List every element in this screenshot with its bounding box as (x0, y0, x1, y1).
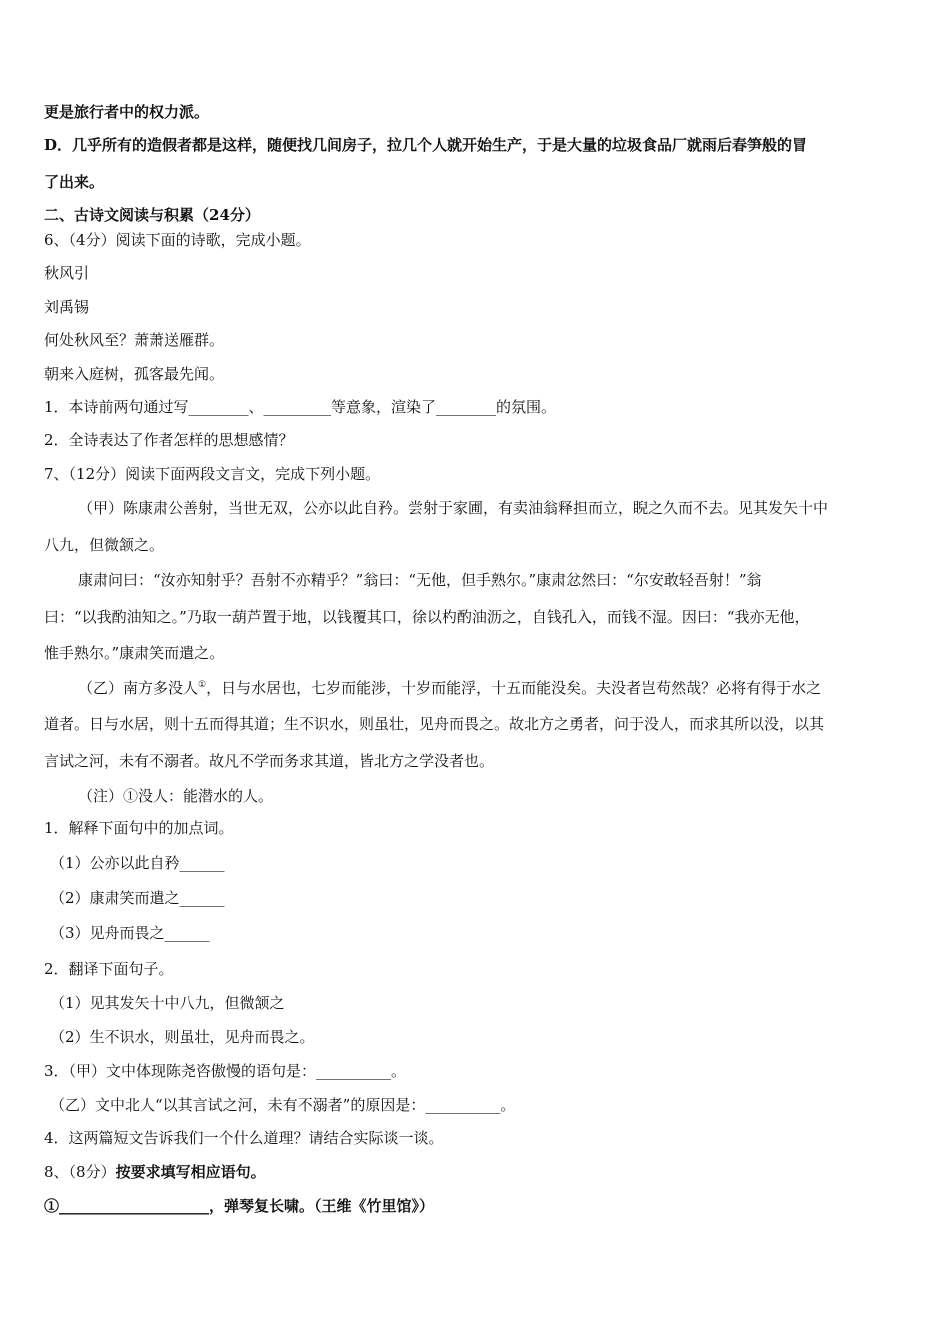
q7-sub2-item1: （1）见其发矢十中八九，但微颔之 (50, 994, 285, 1012)
q6-stem: 6、（4分）阅读下面的诗歌，完成小题。 (44, 231, 311, 249)
q6-sub2: 2．全诗表达了作者怎样的思想感情？ (44, 431, 294, 449)
poem-line-1: 何处秋风至？萧萧送雁群。 (44, 331, 225, 349)
q8-score: 8、（8分） (44, 1163, 116, 1181)
q7-sub1-item3: （3）见舟而畏之______ (50, 924, 210, 942)
passage-jia-line2: 八九，但微颔之。 (44, 536, 165, 554)
q7-sub3-part-b: （乙）文中北人“以其言试之河，未有不溺者”的原因是：__________。 (50, 1096, 516, 1114)
prev-option-tail: 更是旅行者中的权力派。 (44, 103, 210, 121)
passage-jia-line4: 曰：“以我酌油知之。”乃取一葫芦置于地，以钱覆其口，徐以杓酌油沥之，自钱孔入，而钱不湿。因曰：“我亦无他， (44, 608, 810, 626)
poem-author: 刘禹锡 (44, 298, 90, 316)
q7-sub3: 3．（甲）文中体现陈尧咨傲慢的语句是：__________。 (44, 1062, 407, 1080)
q7-sub1: 1．解释下面句中的加点词。 (44, 819, 234, 837)
footnote-marker: ① (198, 680, 207, 690)
passage-yi-line1-b: ，日与水居也，七岁而能涉，十岁而能浮，十五而能没矣。夫没者岂苟然哉？必将有得于水之 (206, 679, 822, 697)
q7-sub1-item1: （1）公亦以此自矜______ (50, 854, 225, 872)
q7-sub2: 2．翻译下面句子。 (44, 960, 174, 978)
poem-title: 秋风引 (44, 264, 90, 282)
q7-stem: 7、（12分）阅读下面两段文言文，完成下列小题。 (44, 465, 381, 483)
q7-sub4: 4．这两篇短文告诉我们一个什么道理？请结合实际谈一谈。 (44, 1129, 444, 1147)
footnote: （注）①没人：能潜水的人。 (78, 787, 274, 805)
passage-jia-line1: （甲）陈康肃公善射，当世无双，公亦以此自矜。尝射于家圃，有卖油翁释担而立，睨之久而不去。见其发矢十中 (78, 499, 829, 517)
passage-jia-line3: 康肃问曰：“汝亦知射乎？吾射不亦精乎？”翁曰：“无他，但手熟尔。”康肃忿然曰：“尔安敢轻吾射！”翁 (78, 571, 762, 589)
section-title: 二、古诗文阅读与积累（24分） (44, 206, 260, 224)
q6-sub1: 1．本诗前两句通过写________、_________等意象，渲染了________的氛围。 (44, 398, 557, 416)
passage-yi-line1-a: （乙）南方多没人 (78, 679, 199, 697)
passage-yi-line1 (78, 677, 821, 699)
passage-yi-line3: 言试之河，未有不溺者。故凡不学而务求其道，皆北方之学没者也。 (44, 752, 495, 770)
q7-sub2-item2: （2）生不识水，则虽壮，见舟而畏之。 (50, 1028, 315, 1046)
q8-stem (44, 1161, 266, 1183)
passage-yi-line2: 道者。日与水居，则十五而得其道；生不识水，则虽壮，见舟而畏之。故北方之勇者，问于没人，而求其所以没，以其 (44, 715, 825, 733)
passage-jia-line5: 惟手熟尔。”康肃笑而遣之。 (44, 644, 225, 662)
poem-line-2: 朝来入庭树，孤客最先闻。 (44, 365, 225, 383)
option-d-line2: 了出来。 (44, 173, 105, 191)
option-d-line1: D．几乎所有的造假者都是这样，随便找几间房子，拉几个人就开始生产，于是大量的垃圾食品厂就雨后春笋般的冒 (44, 136, 808, 154)
q8-instruction: 按要求填写相应语句。 (115, 1163, 266, 1181)
q8-item1: ①____________________，弹琴复长啸。（王维《竹里馆》） (44, 1197, 435, 1215)
q7-sub1-item2: （2）康肃笑而遣之______ (50, 889, 225, 907)
